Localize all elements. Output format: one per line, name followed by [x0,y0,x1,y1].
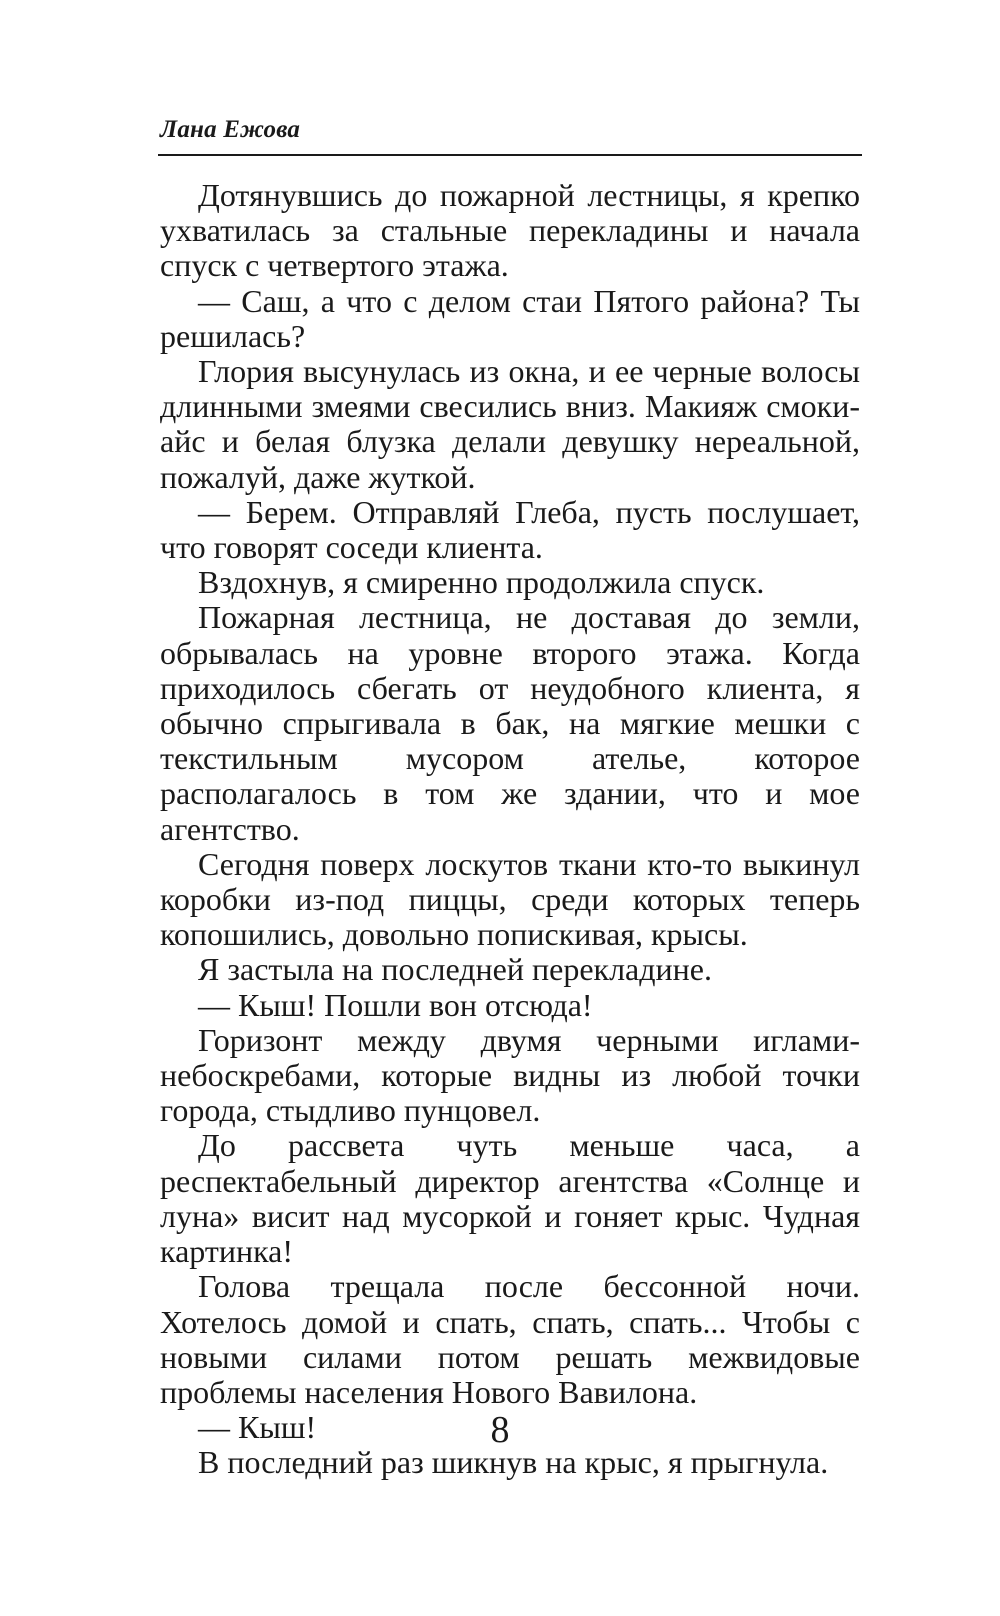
paragraph-8: Я застыла на последней перекладине. [198,951,712,988]
body-text [160,178,860,1481]
header-rule [158,154,862,156]
paragraph-5: Вздохнув, я смиренно продолжила спуск. [198,564,765,601]
paragraph-6: Пожарная лестница, не доставая до земли, обрывалась на уровне второго этажа. Когда приходилось сбегать от неудобного клиента, я обычно спрыгивала в бак, на мягкие мешки с текстильным мусором ателье, которое располагалось в том же здании, что и мое агентство. [160,599,860,847]
paragraph-3: Глория высунулась из окна, и ее черные волосы длинными змеями свесились вниз. Макияж смоки-айс и белая блузка делали девушку нереальной, пожалуй, даже жуткой. [160,353,860,495]
paragraph-14: В последний раз шикнув на крыс, я прыгнула. [198,1444,829,1481]
running-head-author: Лана Ежова [160,116,301,143]
paragraph-2: — Саш, а что с делом стаи Пятого района? Ты решилась? [160,282,860,354]
paragraph-10: Горизонт между двумя черными иглами-небоскребами, которые видны из любой точки города, стыдливо пунцовел. [160,1021,860,1129]
paragraph-11: До рассвета чуть меньше часа, а респектабельный директор агентства «Солнце и луна» висит над мусоркой и гоняет крыс. Чудная картинка! [160,1127,860,1270]
paragraph-1: Дотянувшись до пожарной лестницы, я крепко ухватилась за стальные перекладины и начала спуск с четвертого этажа. [160,177,860,284]
paragraph-13: — Кыш! [198,1409,317,1446]
paragraph-4: — Берем. Отправляй Глеба, пусть послушает, что говорят соседи клиента. [160,493,860,566]
paragraph-9: — Кыш! Пошли вон отсюда! [198,986,593,1023]
page-number: 8 [490,1409,510,1451]
paragraph-7: Сегодня поверх лоскутов ткани кто-то выкинул коробки из-под пиццы, среди которых теперь копошились, довольно попискивая, крысы. [160,845,860,953]
paragraph-12: Голова трещала после бессонной ночи. Хотелось домой и спать, спать, спать... Чтобы с новыми силами потом решать межвидовые проблемы населения Нового Вавилона. [160,1268,860,1410]
